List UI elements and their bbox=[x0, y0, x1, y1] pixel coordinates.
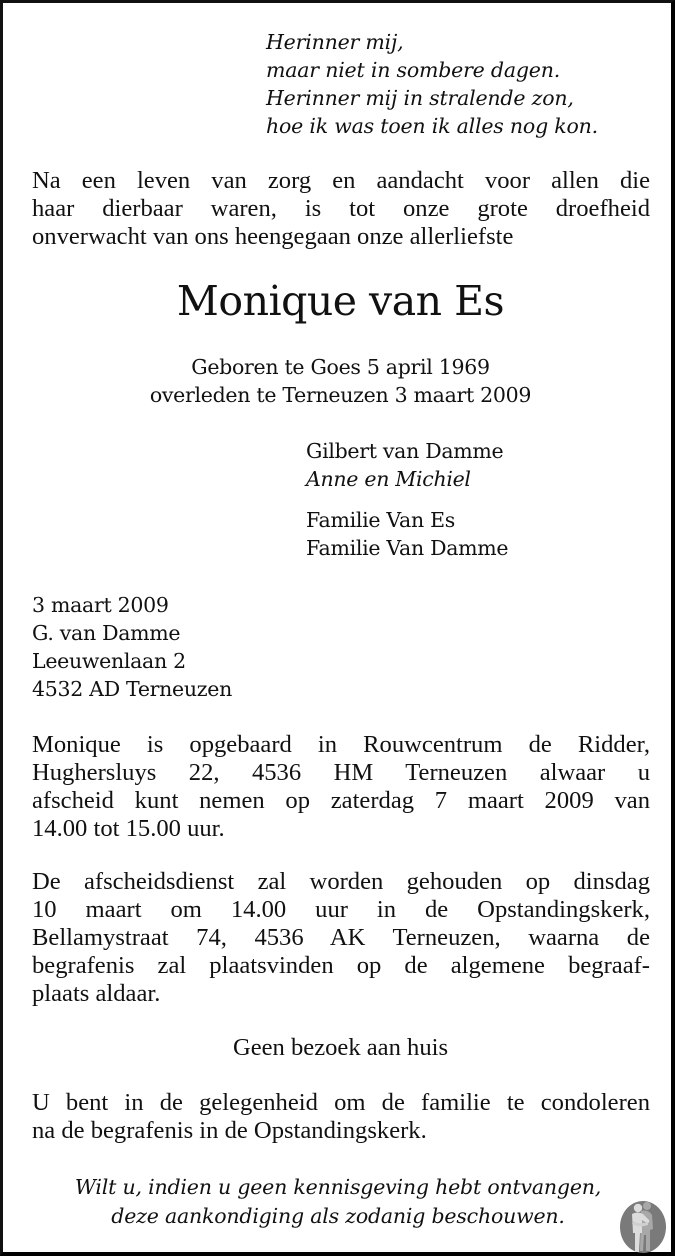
poem bbox=[266, 28, 666, 140]
intro-paragraph bbox=[32, 167, 650, 251]
family-immediate bbox=[306, 437, 503, 493]
death-line: overleden te Terneuzen 3 maart 2009 bbox=[149, 383, 532, 407]
intro-line: onverwacht van ons heengegaan onze allerliefste bbox=[32, 223, 514, 250]
viewing-line: Hughersluys 22, 4536 HM Terneuzen alwaar u bbox=[32, 759, 650, 786]
closing-note bbox=[23, 1173, 653, 1231]
family-relatives bbox=[306, 506, 508, 562]
intro-line: Na een leven van zorg en aandacht voor allen die bbox=[32, 167, 650, 194]
children-names: Anne en Michiel bbox=[306, 467, 471, 491]
life-dates bbox=[3, 353, 675, 409]
service-line: plaats aldaar. bbox=[32, 980, 161, 1007]
viewing-line: 14.00 tot 15.00 uur. bbox=[32, 815, 225, 842]
embracing-figures-icon bbox=[619, 1199, 667, 1254]
service-line: Bellamystraat 74, 4536 AK Terneuzen, waarna de bbox=[32, 924, 650, 951]
closing-line: deze aankondiging als zodanig beschouwen. bbox=[111, 1204, 565, 1228]
birth-line: Geboren te Goes 5 april 1969 bbox=[191, 355, 490, 379]
condolence-paragraph bbox=[32, 1089, 650, 1145]
partner-name: Gilbert van Damme bbox=[306, 439, 504, 463]
contact-street: Leeuwenlaan 2 bbox=[32, 649, 186, 673]
service-paragraph bbox=[32, 868, 650, 1008]
relative-family: Familie Van Es bbox=[306, 508, 455, 532]
contact-name: G. van Damme bbox=[32, 621, 181, 645]
viewing-paragraph bbox=[32, 731, 650, 843]
viewing-line: afscheid kunt nemen op zaterdag 7 maart 2009 van bbox=[32, 787, 650, 814]
no-visit-note: Geen bezoek aan huis bbox=[232, 1034, 449, 1061]
relative-family: Familie Van Damme bbox=[306, 536, 509, 560]
condolence-line: U bent in de gelegenheid om de familie te condoleren bbox=[32, 1089, 650, 1116]
service-line: begrafenis zal plaatsvinden op de algemene begraaf- bbox=[32, 952, 650, 979]
correspondence-address bbox=[32, 591, 232, 703]
service-line: De afscheidsdienst zal worden gehouden op dinsdag bbox=[32, 868, 650, 895]
condolence-line: na de begrafenis in de Opstandingskerk. bbox=[32, 1117, 427, 1144]
closing-line: Wilt u, indien u geen kennisgeving hebt ontvangen, bbox=[74, 1175, 602, 1199]
deceased-name: Monique van Es bbox=[176, 277, 505, 325]
intro-line: haar dierbaar waren, is tot onze grote droefheid bbox=[32, 195, 650, 222]
notice-date: 3 maart 2009 bbox=[32, 593, 169, 617]
poem-line: hoe ik was toen ik alles nog kon. bbox=[266, 114, 598, 138]
viewing-line: Monique is opgebaard in Rouwcentrum de Ridder, bbox=[32, 731, 650, 758]
contact-postal-city: 4532 AD Terneuzen bbox=[32, 677, 233, 701]
poem-line: maar niet in sombere dagen. bbox=[266, 58, 561, 82]
service-line: 10 maart om 14.00 uur in de Opstandingskerk, bbox=[32, 896, 650, 923]
poem-line: Herinner mij in stralende zon, bbox=[266, 86, 574, 110]
poem-line: Herinner mij, bbox=[266, 30, 404, 54]
